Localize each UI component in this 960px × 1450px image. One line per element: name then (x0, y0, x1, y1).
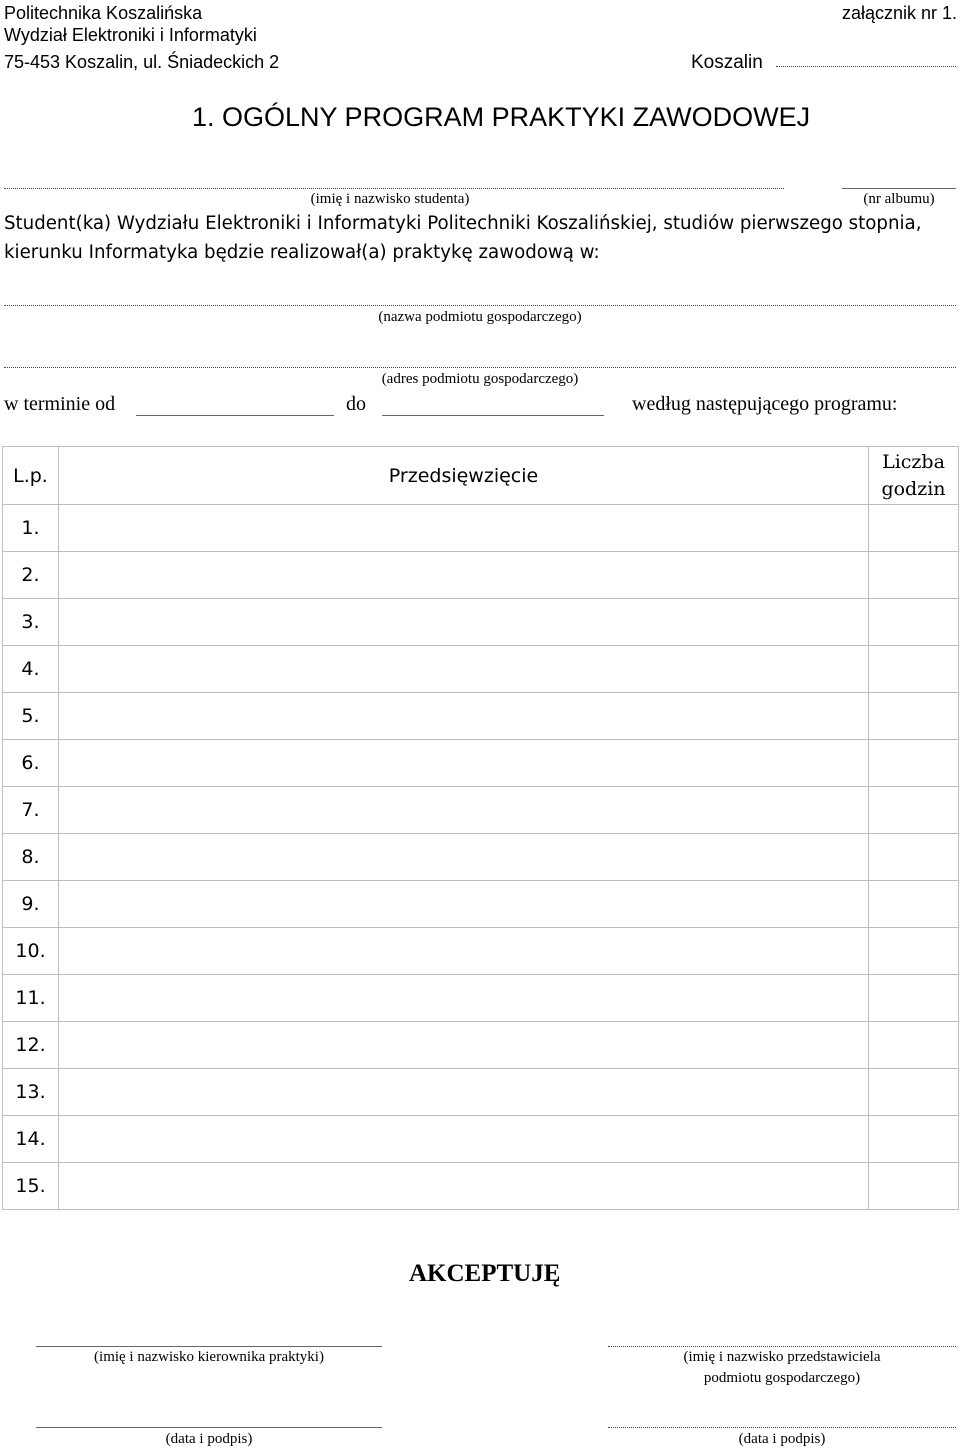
activity-cell[interactable] (59, 1163, 869, 1210)
activity-cell[interactable] (59, 646, 869, 693)
student-name-caption: (imię i nazwisko studenta) (310, 191, 470, 207)
table-row (3, 928, 959, 975)
hours-cell[interactable] (869, 834, 959, 881)
activity-cell[interactable] (59, 787, 869, 834)
header-hours (869, 447, 959, 505)
company-name-caption: (nazwa podmiotu gospodarczego) (378, 309, 582, 325)
album-number-caption: (nr albumu) (863, 191, 935, 207)
header-hours-line1: Liczba (882, 450, 945, 473)
statement-line-1: Student(ka) Wydziału Elektroniki i Informatyki Politechniki Koszalińskiej, studiów pierwszego stopnia, (4, 213, 922, 234)
table-row (3, 1116, 959, 1163)
university-address: 75-453 Koszalin, ul. Śniadeckich 2 (4, 52, 280, 72)
company-rep-signature-caption: (data i podpis) (738, 1431, 826, 1447)
table-row (3, 505, 959, 552)
row-number: 6. (3, 740, 59, 787)
row-number: 13. (3, 1069, 59, 1116)
company-name-field[interactable] (4, 305, 956, 306)
student-name-field[interactable] (4, 188, 784, 189)
row-number: 14. (3, 1116, 59, 1163)
row-number: 15. (3, 1163, 59, 1210)
row-number: 2. (3, 552, 59, 599)
row-number: 4. (3, 646, 59, 693)
company-rep-caption-line2: podmiotu gospodarczego) (703, 1370, 861, 1386)
table-row (3, 881, 959, 928)
table-row (3, 740, 959, 787)
album-number-field[interactable] (842, 188, 956, 189)
hours-cell[interactable] (869, 646, 959, 693)
hours-cell[interactable] (869, 740, 959, 787)
row-number: 1. (3, 505, 59, 552)
activity-cell[interactable] (59, 834, 869, 881)
table-row (3, 552, 959, 599)
activity-cell[interactable] (59, 1116, 869, 1163)
attachment-label: załącznik nr 1. (842, 3, 958, 23)
company-rep-name-field[interactable] (608, 1346, 956, 1347)
header-activity: Przedsięwzięcie (59, 447, 869, 505)
term-from-field[interactable] (136, 415, 334, 416)
hours-cell[interactable] (869, 1069, 959, 1116)
table-row (3, 599, 959, 646)
table-row (3, 834, 959, 881)
supervisor-name-field[interactable] (36, 1346, 382, 1347)
university-name: Politechnika Koszalińska (4, 3, 203, 23)
hours-cell[interactable] (869, 1163, 959, 1210)
activity-cell[interactable] (59, 505, 869, 552)
term-to-field[interactable] (382, 415, 604, 416)
table-row (3, 975, 959, 1022)
row-number: 10. (3, 928, 59, 975)
row-number: 12. (3, 1022, 59, 1069)
row-number: 8. (3, 834, 59, 881)
supervisor-signature-caption: (data i podpis) (165, 1431, 253, 1447)
company-address-field[interactable] (4, 367, 956, 368)
activity-cell[interactable] (59, 1022, 869, 1069)
row-number: 5. (3, 693, 59, 740)
hours-cell[interactable] (869, 975, 959, 1022)
hours-cell[interactable] (869, 693, 959, 740)
page-title: 1. OGÓLNY PROGRAM PRAKTYKI ZAWODOWEJ (192, 102, 811, 132)
table-row (3, 693, 959, 740)
row-number: 3. (3, 599, 59, 646)
city-label: Koszalin (691, 52, 763, 73)
term-to-label: do (346, 393, 366, 415)
activity-cell[interactable] (59, 740, 869, 787)
supervisor-signature-field[interactable] (36, 1427, 382, 1428)
date-field-line[interactable] (776, 66, 956, 67)
hours-cell[interactable] (869, 552, 959, 599)
table-row (3, 646, 959, 693)
company-rep-signature-field[interactable] (608, 1427, 956, 1428)
program-label: według następującego programu: (632, 393, 898, 415)
hours-cell[interactable] (869, 881, 959, 928)
table-row (3, 1069, 959, 1116)
activity-cell[interactable] (59, 975, 869, 1022)
table-row (3, 787, 959, 834)
table-header-row (3, 447, 959, 505)
hours-cell[interactable] (869, 599, 959, 646)
row-number: 9. (3, 881, 59, 928)
term-from-label: w terminie od (4, 393, 116, 415)
table-row (3, 1022, 959, 1069)
hours-cell[interactable] (869, 505, 959, 552)
row-number: 7. (3, 787, 59, 834)
activity-cell[interactable] (59, 1069, 869, 1116)
hours-cell[interactable] (869, 1116, 959, 1163)
supervisor-name-caption: (imię i nazwisko kierownika praktyki) (94, 1349, 324, 1365)
company-address-caption: (adres podmiotu gospodarczego) (381, 371, 579, 387)
hours-cell[interactable] (869, 1022, 959, 1069)
activity-cell[interactable] (59, 693, 869, 740)
activity-cell[interactable] (59, 599, 869, 646)
statement-line-2: kierunku Informatyka będzie realizował(a) praktykę zawodową w: (4, 242, 600, 263)
activity-cell[interactable] (59, 881, 869, 928)
faculty-name: Wydział Elektroniki i Informatyki (4, 25, 257, 45)
activity-cell[interactable] (59, 552, 869, 599)
activity-cell[interactable] (59, 928, 869, 975)
hours-cell[interactable] (869, 928, 959, 975)
accept-heading: AKCEPTUJĘ (409, 1260, 561, 1287)
header-hours-line2: godzin (881, 477, 946, 500)
program-table (2, 446, 959, 1210)
row-number: 11. (3, 975, 59, 1022)
table-row (3, 1163, 959, 1210)
hours-cell[interactable] (869, 787, 959, 834)
company-rep-caption-line1: (imię i nazwisko przedstawiciela (683, 1349, 881, 1365)
header-lp: L.p. (3, 447, 59, 505)
